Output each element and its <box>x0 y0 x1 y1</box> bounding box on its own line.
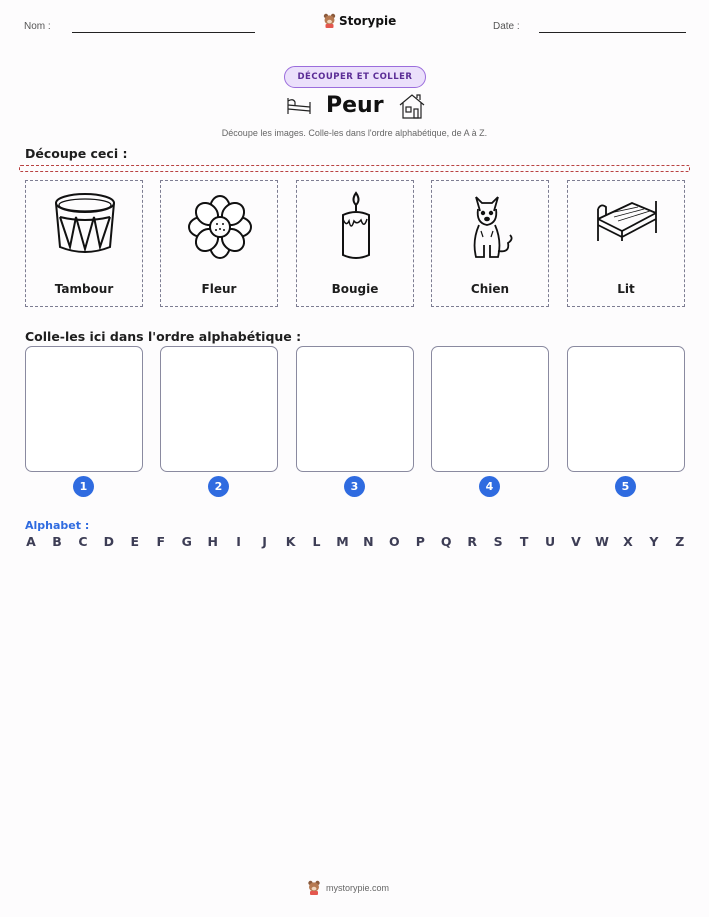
alphabet-letter: W <box>595 534 609 549</box>
alphabet-letter: H <box>207 534 218 549</box>
alphabet-letter: T <box>519 534 529 549</box>
alphabet-label: Alphabet : <box>25 519 90 532</box>
alphabet-letter: K <box>285 534 296 549</box>
alphabet-letter: R <box>467 534 478 549</box>
bear-mascot-icon <box>323 13 336 28</box>
bed-icon <box>592 191 662 263</box>
alphabet-letter: O <box>389 534 400 549</box>
dog-icon <box>456 191 526 263</box>
alphabet-letter: Q <box>440 534 452 549</box>
page-title: Peur <box>326 93 384 118</box>
alphabet-letter: I <box>236 534 241 549</box>
slot-number-badge: 5 <box>615 476 636 497</box>
cut-card-flower[interactable] <box>160 180 278 307</box>
name-label: Nom : <box>24 21 51 32</box>
card-label: Tambour <box>54 282 114 296</box>
name-field-line[interactable] <box>72 32 255 33</box>
candle-icon <box>321 191 391 263</box>
alphabet-letter: B <box>52 534 62 549</box>
alphabet-letter: D <box>103 534 115 549</box>
footer <box>307 880 389 895</box>
alphabet-row <box>24 534 687 549</box>
alphabet-letter: G <box>181 534 192 549</box>
cut-card-bed[interactable] <box>567 180 685 307</box>
bed-icon <box>285 94 313 116</box>
slot-number-badge: 4 <box>479 476 500 497</box>
cut-card-dog[interactable] <box>431 180 549 307</box>
house-icon <box>398 92 426 120</box>
alphabet-letter: A <box>26 534 36 549</box>
cut-card-candle[interactable] <box>296 180 414 307</box>
card-label: Chien <box>470 282 510 296</box>
slot-number-badge: 2 <box>208 476 229 497</box>
slot-number-badge: 1 <box>73 476 94 497</box>
alphabet-letter: X <box>623 534 633 549</box>
paste-heading: Colle-les ici dans l'ordre alphabétique : <box>25 329 302 344</box>
brand-logo <box>323 13 396 28</box>
alphabet-letter: N <box>363 534 374 549</box>
card-label: Lit <box>617 282 635 296</box>
brand-name: Storypie <box>339 13 397 28</box>
activity-badge: DÉCOUPER ET COLLER <box>284 66 426 88</box>
alphabet-letter: E <box>130 534 140 549</box>
card-label: Fleur <box>201 282 237 296</box>
instructions: Découpe les images. Colle-les dans l'ordre alphabétique, de A à Z. <box>221 128 488 138</box>
alphabet-letter: M <box>336 534 349 549</box>
bear-mascot-icon <box>307 880 321 895</box>
slot-number-badge: 3 <box>344 476 365 497</box>
flower-icon <box>185 191 255 263</box>
cut-heading: Découpe ceci : <box>25 146 128 161</box>
paste-slot-4[interactable] <box>431 346 549 472</box>
alphabet-letter: P <box>415 534 425 549</box>
cut-line <box>19 165 690 172</box>
paste-slot-5[interactable] <box>567 346 685 472</box>
alphabet-letter: Y <box>649 534 659 549</box>
alphabet-letter: U <box>544 534 556 549</box>
alphabet-letter: L <box>312 534 321 549</box>
date-label: Date : <box>493 21 520 32</box>
cut-card-drum[interactable] <box>25 180 143 307</box>
date-field-line[interactable] <box>539 32 686 33</box>
alphabet-letter: V <box>571 534 581 549</box>
alphabet-letter: Z <box>675 534 685 549</box>
paste-slot-3[interactable] <box>296 346 414 472</box>
alphabet-letter: F <box>156 534 166 549</box>
footer-url[interactable]: mystorypie.com <box>326 882 390 893</box>
alphabet-letter: C <box>78 534 88 549</box>
alphabet-letter: J <box>262 534 267 549</box>
paste-slot-1[interactable] <box>25 346 143 472</box>
paste-slot-2[interactable] <box>160 346 278 472</box>
drum-icon <box>50 191 120 263</box>
alphabet-letter: S <box>493 534 503 549</box>
card-label: Bougie <box>331 282 379 296</box>
